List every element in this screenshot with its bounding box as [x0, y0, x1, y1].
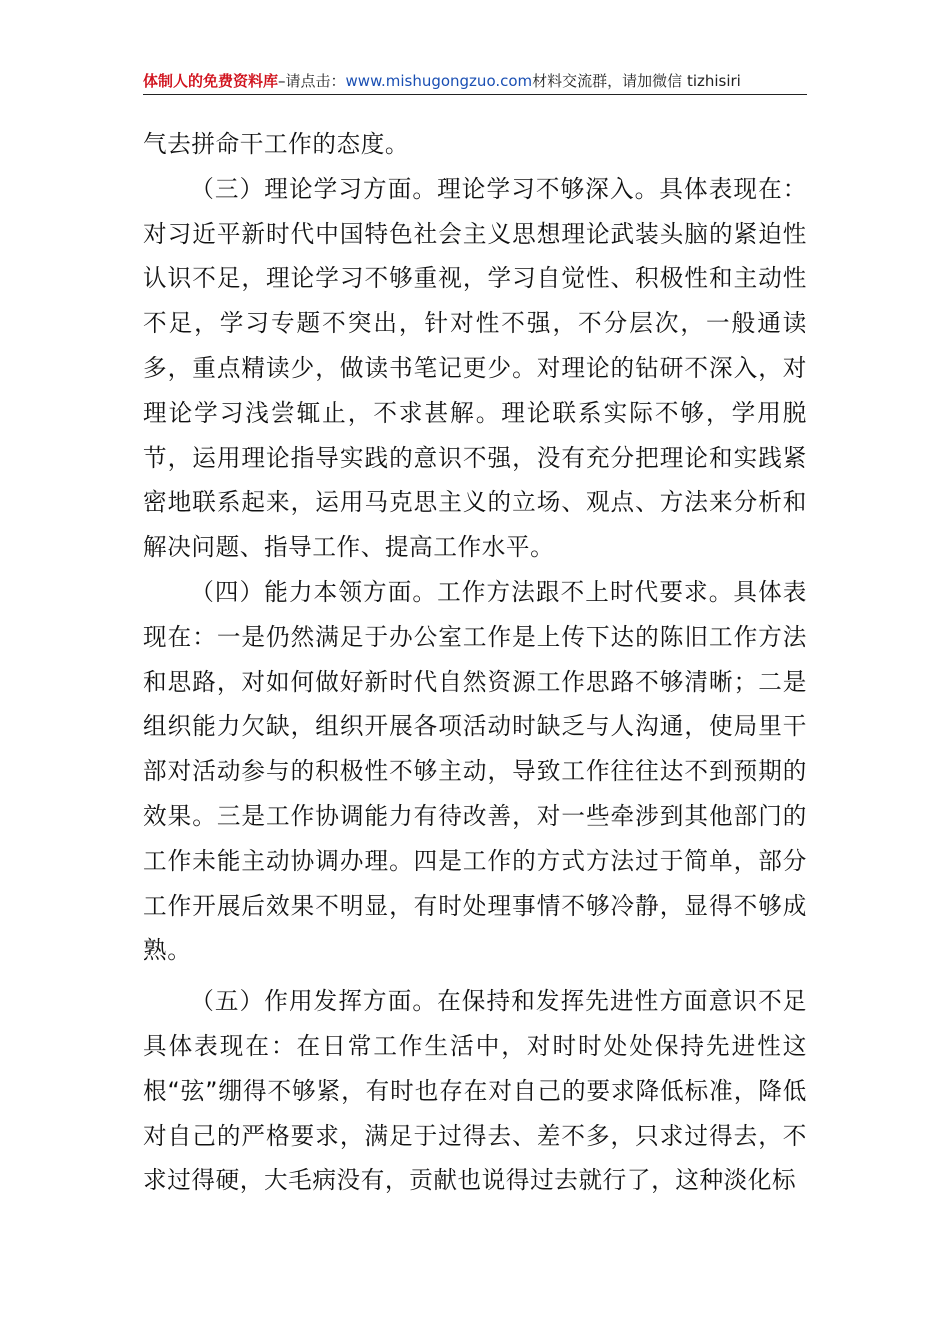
header-wechat-note: 材料交流群，请加微信 tizhisiri: [532, 72, 741, 90]
page-header: [143, 70, 807, 95]
header-brand: 体制人的免费资料库: [143, 72, 279, 90]
header-url-link[interactable]: www.mishugongzuo.com: [345, 72, 533, 90]
header-prompt: –请点击：: [278, 72, 346, 90]
paragraph-continuation: 气去拼命干工作的态度。: [143, 130, 410, 158]
paragraph-theory-study: （三）理论学习方面。理论学习不够深入。具体表现在：对习近平新时代中国特色社会主义思想理论武装头脑的紧迫性认识不足，理论学习不够重视，学习自觉性、积极性和主动性不足，学习专题不突出，针对性不强，不分层次，一般通读多，重点精读少，做读书笔记更少。对理论的钻研不深入，对理论学习浅尝辄止，不求甚解。理论联系实际不够，学用脱节，运用理论指导实践的意识不强，没有充分把理论和实践紧密地联系起来，运用马克思主义的立场、观点、方法来分析和解决问题、指导工作、提高工作水平。: [143, 174, 807, 562]
paragraph-role: （五）作用发挥方面。在保持和发挥先进性方面意识不足具体表现在：在日常工作生活中，对时时处处保持先进性这根“弦”绷得不够紧，有时也存在对自己的要求降低标准，降低对自己的严格要求，满足于过得去、差不多，只求过得去，不求过得硬，大毛病没有，贡献也说得过去就行了，这种淡化标: [143, 987, 807, 1195]
document-body: [143, 122, 807, 1203]
paragraph-ability: （四）能力本领方面。工作方法跟不上时代要求。具体表现在：一是仍然满足于办公室工作是上传下达的陈旧工作方法和思路，对如何做好新时代自然资源工作思路不够清晰；二是组织能力欠缺，组织开展各项活动时缺乏与人沟通，使局里干部对活动参与的积极性不够主动，导致工作往往达不到预期的效果。三是工作协调能力有待改善，对一些牵涉到其他部门的工作未能主动协调办理。四是工作的方式方法过于简单，部分工作开展后效果不明显，有时处理事情不够冷静，显得不够成熟。: [143, 577, 807, 965]
